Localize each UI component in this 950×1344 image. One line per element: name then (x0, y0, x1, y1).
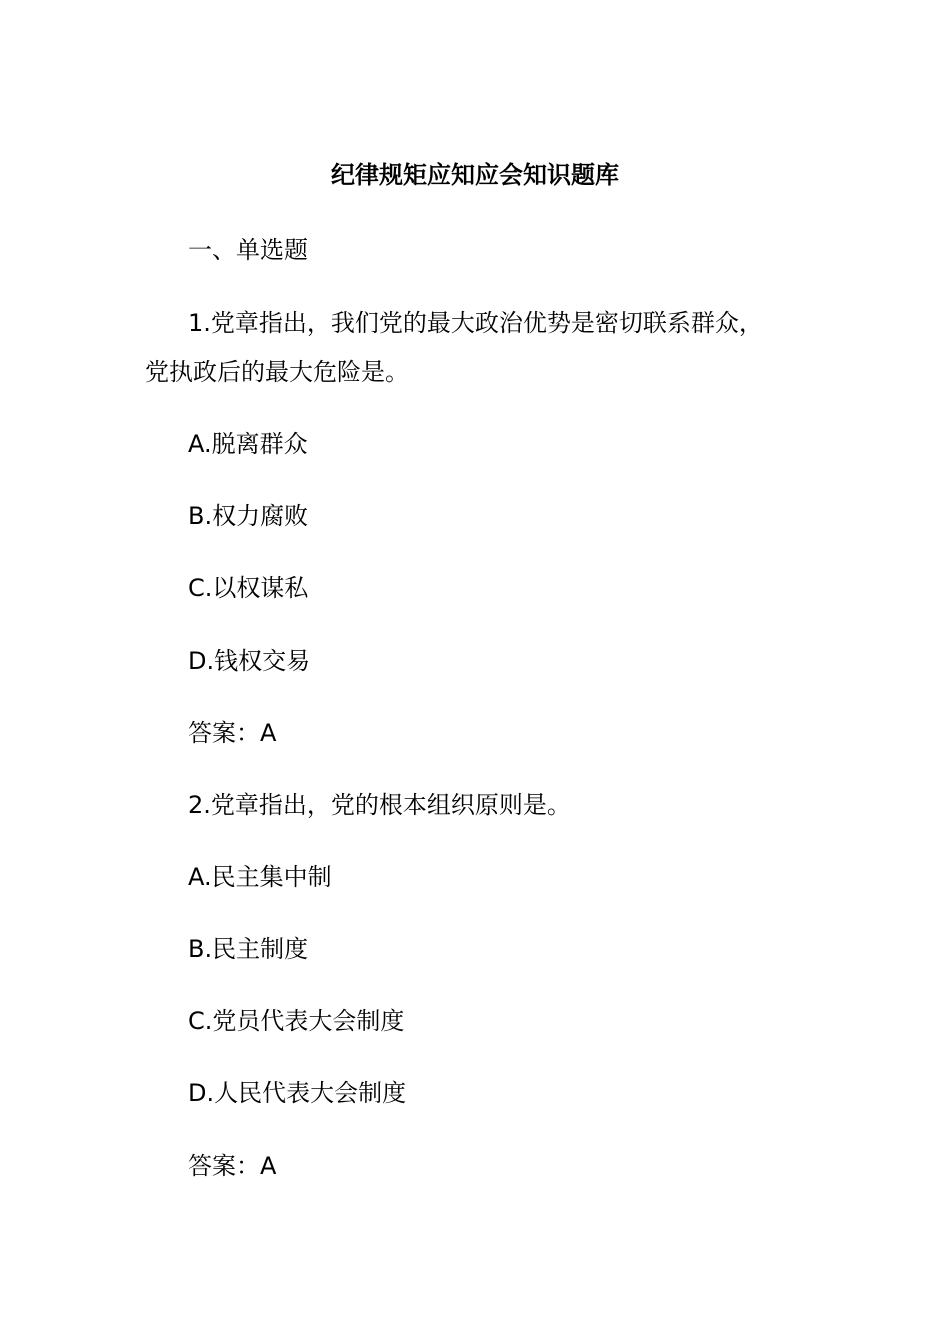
question-1-option-b: B.权力腐败 (188, 502, 309, 530)
question-2-option-b: B.民主制度 (188, 935, 309, 963)
question-1-stem-line-1: 1.党章指出，我们党的最大政治优势是密切联系群众， (188, 309, 763, 337)
question-2-stem-line-1: 2.党章指出，党的根本组织原则是。 (188, 791, 571, 819)
question-1-option-c: C.以权谋私 (188, 574, 309, 602)
question-1-answer: 答案：A (188, 719, 277, 747)
question-2-option-a: A.民主集中制 (188, 863, 332, 891)
question-2-option-d: D.人民代表大会制度 (188, 1079, 407, 1107)
document-title: 纪律规矩应知应会知识题库 (331, 161, 619, 189)
section-heading: 一、单选题 (188, 236, 308, 264)
question-1-option-d: D.钱权交易 (188, 647, 311, 675)
question-2-option-c: C.党员代表大会制度 (188, 1007, 405, 1035)
question-2-answer: 答案：A (188, 1152, 277, 1180)
question-1-stem-line-2: 党执政后的最大危险是。 (145, 358, 409, 386)
question-1-option-a: A.脱离群众 (188, 430, 308, 458)
